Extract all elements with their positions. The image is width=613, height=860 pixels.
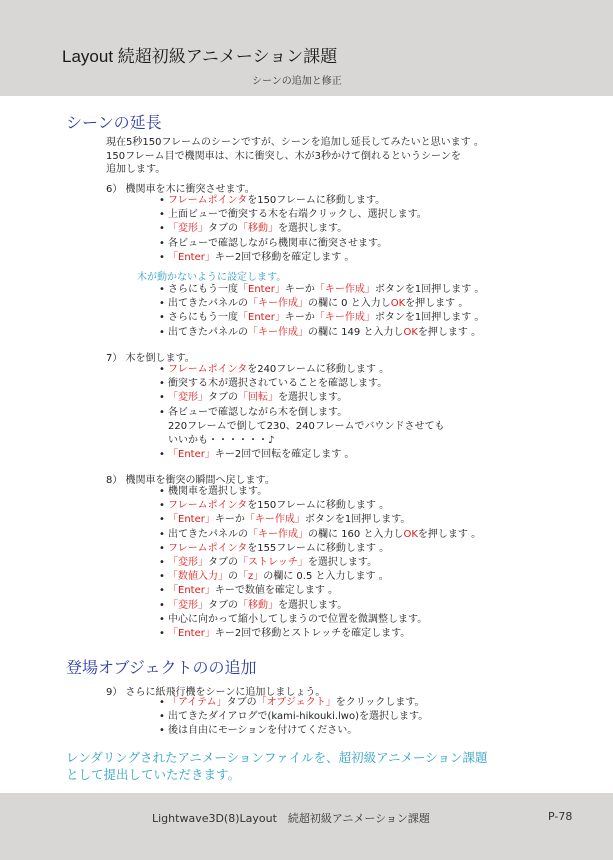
bullet-icon: • [159, 599, 165, 611]
highlight-term: フレームポインタ [168, 500, 248, 512]
item-text: の欄に 149 と入力し [308, 326, 404, 338]
highlight-term: 「変形」 [168, 223, 208, 235]
list-item [159, 724, 428, 738]
highlight-term: 「移動」 [238, 599, 278, 611]
closing-note [66, 749, 487, 783]
item-text: をクリックします。 [335, 697, 425, 708]
list-item [159, 326, 484, 340]
item-text: の欄に 160 と入力し [308, 528, 404, 540]
item-text: タブの [226, 697, 257, 708]
item-text: を選択します。 [278, 223, 348, 235]
section-heading-scene-extension: シーンの延長 [66, 113, 162, 132]
item-text: 衝突する木が選択されていることを確認します。 [168, 378, 388, 390]
item-text: 出てきたパネルの [168, 298, 248, 310]
step-6-list [159, 194, 427, 265]
item-text: 出てきたパネルの [168, 528, 248, 540]
list-item [159, 283, 484, 297]
item-text: ボタンを1回押します 。 [374, 284, 485, 295]
item-text: キー2回で回転を確定します 。 [214, 449, 355, 461]
item-text: キーか [284, 312, 315, 324]
intro-line: 150フレーム目で機関車は、木に衝突し、木が3秒かけて倒れるというシーンを [106, 150, 461, 162]
step-8-label: 8） 機関車を衝突の瞬間へ戻します。 [106, 475, 275, 486]
item-text: を選択します。 [278, 392, 348, 404]
list-item [159, 696, 428, 710]
highlight-term: フレームポインタ [168, 195, 248, 206]
list-item [159, 377, 444, 391]
bullet-icon: • [159, 251, 165, 263]
highlight-term: 「変形」 [168, 392, 208, 404]
note-tree-fixed: 木が動かないように設定します。 [137, 272, 287, 283]
item-text: キーか [214, 514, 245, 526]
item-text: 各ビューで確認しながら機関車に衝突させます。 [168, 237, 388, 249]
bullet-icon: • [159, 556, 165, 568]
bullet-icon: • [159, 223, 165, 235]
list-item [159, 297, 484, 311]
bullet-icon: • [159, 392, 165, 404]
bullet-icon: • [159, 585, 165, 597]
item-text: の欄に 0 と入力し [308, 298, 391, 310]
bullet-icon: • [159, 195, 165, 206]
highlight-term: 「Enter」 [168, 627, 215, 639]
bullet-icon: • [159, 284, 165, 295]
item-text: 各ビューで確認しながら木を倒します。 [168, 406, 348, 418]
list-item [159, 448, 444, 462]
highlight-term: 「数値入力」 [168, 571, 228, 583]
closing-line: として提出していただきます。 [66, 767, 241, 782]
list-item [159, 222, 427, 236]
list-item [159, 710, 428, 724]
bullet-icon: • [159, 711, 165, 723]
list-item [159, 406, 444, 420]
bullet-icon: • [159, 542, 165, 554]
list-item [159, 363, 444, 377]
page-footer [0, 793, 613, 860]
bullet-icon: • [159, 406, 165, 418]
bullet-icon: • [159, 449, 165, 461]
item-text: 機関車を選択します。 [168, 486, 268, 497]
highlight-term: 「アイテム」 [168, 697, 227, 708]
list-item [159, 237, 427, 251]
item-text: キー2回で移動とストレッチを確定します。 [214, 627, 411, 639]
item-text: を選択します。 [307, 556, 378, 568]
list-item [159, 599, 481, 613]
step-6-label: 6） 機関車を木に衝突させます。 [106, 184, 255, 195]
highlight-term: フレームポインタ [168, 364, 248, 375]
highlight-term: 「キー作成」 [244, 514, 305, 526]
highlight-term: 「オブジェクト」 [256, 697, 336, 708]
document-title: Layout 続超初級アニメーション課題 [62, 47, 338, 66]
list-item [159, 570, 481, 584]
page-number: P-78 [548, 810, 573, 823]
item-text: 出てきたパネルの [168, 326, 248, 338]
item-text: 出てきたダイアログで(kami-hikouki.lwo)を選択します。 [168, 711, 429, 723]
item-text: を選択します。 [278, 599, 348, 611]
item-text: 中心に向かって縮小してしまうので位置を微調整します。 [168, 613, 428, 625]
step-6-key-list [159, 283, 484, 340]
bullet-icon: • [159, 627, 165, 639]
intro-line: 追加します。 [106, 164, 166, 175]
bullet-icon: • [159, 326, 165, 338]
bullet-icon: • [159, 514, 165, 526]
document-subtitle: シーンの追加と修正 [252, 76, 342, 87]
section-heading-object-add: 登場オブジェクトのの追加 [66, 658, 257, 677]
list-item [159, 513, 481, 527]
list-item [159, 542, 481, 556]
item-text: を押します 。 [417, 326, 482, 338]
bullet-icon: • [159, 209, 165, 221]
bullet-icon: • [159, 500, 165, 512]
highlight-term: 「キー作成」 [314, 312, 375, 324]
bullet-icon: • [159, 528, 165, 540]
item-text: タブの [208, 223, 238, 235]
item-text: タブの [208, 599, 238, 611]
step-7-list [159, 363, 444, 462]
item-text: ボタンを1回押します 。 [374, 312, 485, 324]
item-text: を押します 。 [417, 528, 482, 540]
bullet-icon: • [159, 378, 165, 390]
bullet-icon: • [159, 237, 165, 249]
list-item [159, 627, 481, 641]
list-item [159, 584, 481, 598]
item-text: さらにもう一度 [168, 284, 238, 295]
highlight-term: OK [403, 528, 418, 540]
item-text: を155フレームに移動します 。 [247, 542, 390, 554]
highlight-term: 「変形」 [168, 556, 208, 568]
item-text: キーで数値を確定します 。 [214, 585, 339, 597]
highlight-term: 「移動」 [238, 223, 278, 235]
bullet-icon: • [159, 312, 165, 324]
list-item [159, 613, 481, 627]
highlight-term: 「Enter」 [168, 514, 215, 526]
highlight-term: 「Enter」 [168, 449, 215, 461]
bullet-icon: • [159, 613, 165, 625]
item-text: いいかも・・・・・・♪ [168, 434, 275, 446]
item-text: タブの [208, 392, 238, 404]
item-text: 上面ビューで衝突する木を右端クリックし、選択します。 [168, 209, 427, 221]
step-8-list [159, 485, 481, 641]
highlight-term: 「z」 [238, 571, 264, 583]
intro-paragraph [106, 136, 484, 177]
item-text: キー2回で移動を確定します 。 [214, 251, 355, 263]
bullet-icon: • [159, 486, 165, 497]
list-item [159, 434, 444, 448]
step-7-label: 7） 木を倒します。 [106, 353, 195, 364]
bullet-icon: • [159, 298, 165, 310]
list-item [159, 251, 427, 265]
highlight-term: 「変形」 [168, 599, 208, 611]
bullet-icon: • [159, 571, 165, 583]
highlight-term: 「回転」 [238, 392, 278, 404]
list-item [159, 391, 444, 405]
footer-title: Lightwave3D(8)Layout 続超初級アニメーション課題 [152, 812, 430, 825]
highlight-term: 「ストレッチ」 [238, 556, 308, 568]
bullet-icon: • [159, 697, 165, 708]
item-text: を150フレームに移動します 。 [247, 500, 390, 512]
step-9-label: 9） さらに紙飛行機をシーンに追加しましょう。 [106, 687, 326, 698]
highlight-term: 「Enter」 [238, 312, 285, 324]
bullet-icon: • [159, 725, 165, 737]
item-text: の [228, 571, 238, 583]
highlight-term: OK [390, 298, 406, 310]
item-text: ボタンを1回押します。 [304, 514, 411, 526]
list-item [159, 311, 484, 325]
highlight-term: OK [403, 326, 418, 338]
item-text: さらにもう一度 [168, 312, 238, 324]
list-item [159, 194, 427, 208]
intro-line: 現在5秒150フレームのシーンですが、シーンを追加し延長してみたいと思います 。 [106, 137, 484, 148]
item-text: 後は自由にモーションを付けてください。 [168, 725, 358, 737]
list-item [159, 499, 481, 513]
highlight-term: 「Enter」 [238, 284, 285, 295]
highlight-term: 「キー作成」 [248, 298, 308, 310]
item-text: の欄に 0.5 と入力します 。 [263, 571, 389, 583]
item-text: 220フレームで倒して230、240フレームでバウンドさせても [168, 420, 445, 432]
item-text: を150フレームに移動します。 [247, 195, 386, 206]
closing-line: レンダリングされたアニメーションファイルを、超初級アニメーション課題 [66, 750, 488, 765]
highlight-term: 「キー作成」 [314, 284, 375, 295]
list-item [159, 208, 427, 222]
list-item [159, 528, 481, 542]
list-item [159, 556, 481, 570]
item-text: を240フレームに移動します 。 [247, 364, 390, 375]
item-text: を押します 。 [405, 298, 469, 310]
highlight-term: 「キー作成」 [248, 528, 308, 540]
list-item [159, 420, 444, 434]
item-text: タブの [208, 556, 238, 568]
list-item [159, 485, 481, 499]
highlight-term: 「Enter」 [168, 251, 215, 263]
highlight-term: 「キー作成」 [248, 326, 308, 338]
highlight-term: 「Enter」 [168, 585, 215, 597]
item-text: キーか [284, 284, 315, 295]
bullet-icon: • [159, 364, 165, 375]
highlight-term: フレームポインタ [168, 542, 248, 554]
step-9-list [159, 696, 428, 739]
